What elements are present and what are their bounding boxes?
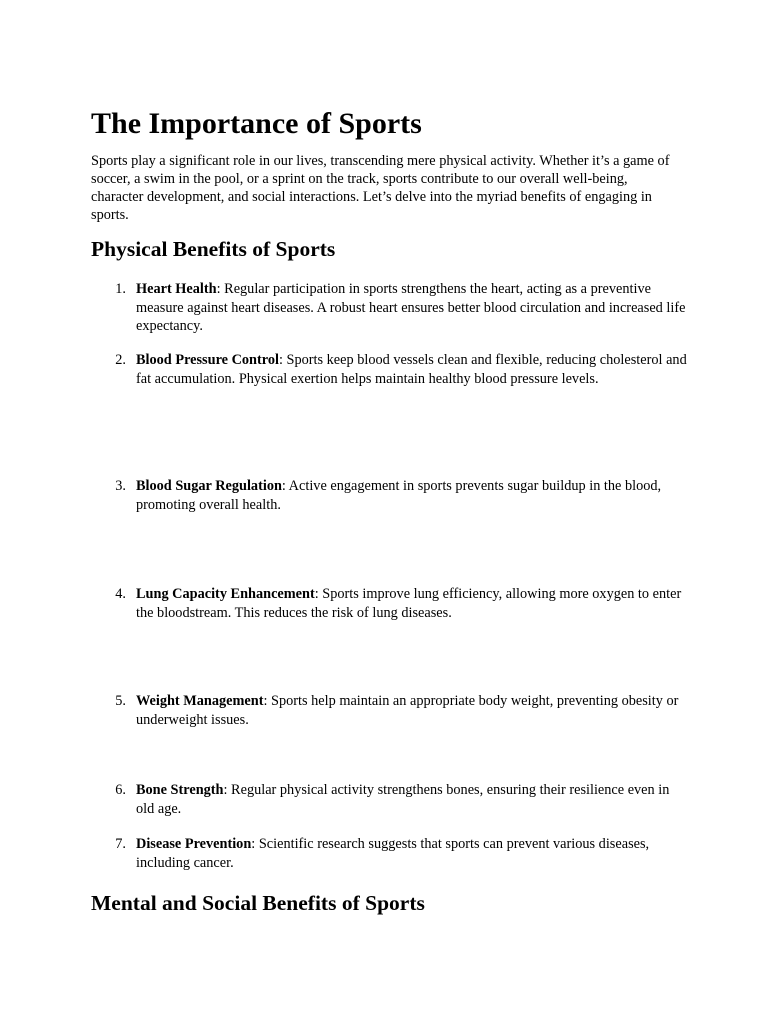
list-item-lung-capacity xyxy=(106,585,690,622)
list-item-term: Lung Capacity Enhancement xyxy=(136,586,315,602)
list-item-blood-sugar xyxy=(106,477,690,514)
list-item-body xyxy=(136,351,690,388)
list-item-text: : Sports improve lung efficiency, allowing more oxygen to enter the bloodstream. This reduces the risk of lung diseases. xyxy=(136,586,682,621)
list-number: 7. xyxy=(115,836,126,852)
list-number: 5. xyxy=(115,693,126,709)
list-item-body xyxy=(136,692,690,729)
list-item-text: : Regular physical activity strengthens bones, ensuring their resilience even in old age. xyxy=(136,782,670,817)
list-item-body xyxy=(136,585,690,622)
list-item-heart-health xyxy=(106,280,690,336)
list-number: 6. xyxy=(115,782,126,798)
mental-social-benefits-heading: Mental and Social Benefits of Sports xyxy=(91,891,425,915)
list-item-body xyxy=(136,477,690,514)
list-item-term: Bone Strength xyxy=(136,782,224,798)
list-number: 3. xyxy=(115,478,126,494)
list-item-text: : Sports help maintain an appropriate body weight, preventing obesity or underweight issues. xyxy=(136,693,679,728)
list-item-bone-strength xyxy=(106,781,690,818)
list-item-body xyxy=(136,781,690,818)
list-item-term: Weight Management xyxy=(136,693,264,709)
list-item-term: Blood Sugar Regulation xyxy=(136,478,282,494)
list-item-blood-pressure xyxy=(106,351,690,388)
list-item-text: : Active engagement in sports prevents sugar buildup in the blood, promoting overall health. xyxy=(136,478,662,513)
page-title: The Importance of Sports xyxy=(91,107,422,140)
list-item-weight-management xyxy=(106,692,690,729)
list-item-term: Heart Health xyxy=(136,281,217,297)
physical-benefits-heading: Physical Benefits of Sports xyxy=(91,237,336,261)
list-item-term: Disease Prevention xyxy=(136,836,252,852)
intro-paragraph: Sports play a significant role in our lives, transcending mere physical activity. Whether it’s a game of soccer, a swim in the pool, or a sprint on the track, sports contribute to our overall well-being, character development, and social interactions. Let’s delve into the myriad benefits of engaging in sports. xyxy=(91,153,670,223)
list-number: 1. xyxy=(115,281,126,297)
list-item-text: : Sports keep blood vessels clean and flexible, reducing cholesterol and fat accumulation. Physical exertion helps maintain healthy blood pressure levels. xyxy=(136,352,687,387)
list-item-body xyxy=(136,280,690,336)
list-number: 4. xyxy=(115,586,126,602)
list-item-term: Blood Pressure Control xyxy=(136,352,279,368)
list-item-text: : Regular participation in sports strengthens the heart, acting as a preventive measure against heart diseases. A robust heart ensures better blood circulation and increased life expectancy. xyxy=(136,281,686,334)
list-item-text: : Scientific research suggests that sports can prevent various diseases, including cancer. xyxy=(136,836,650,871)
list-number: 2. xyxy=(115,352,126,368)
list-item-body xyxy=(136,835,690,872)
list-item-disease-prevention xyxy=(106,835,690,872)
